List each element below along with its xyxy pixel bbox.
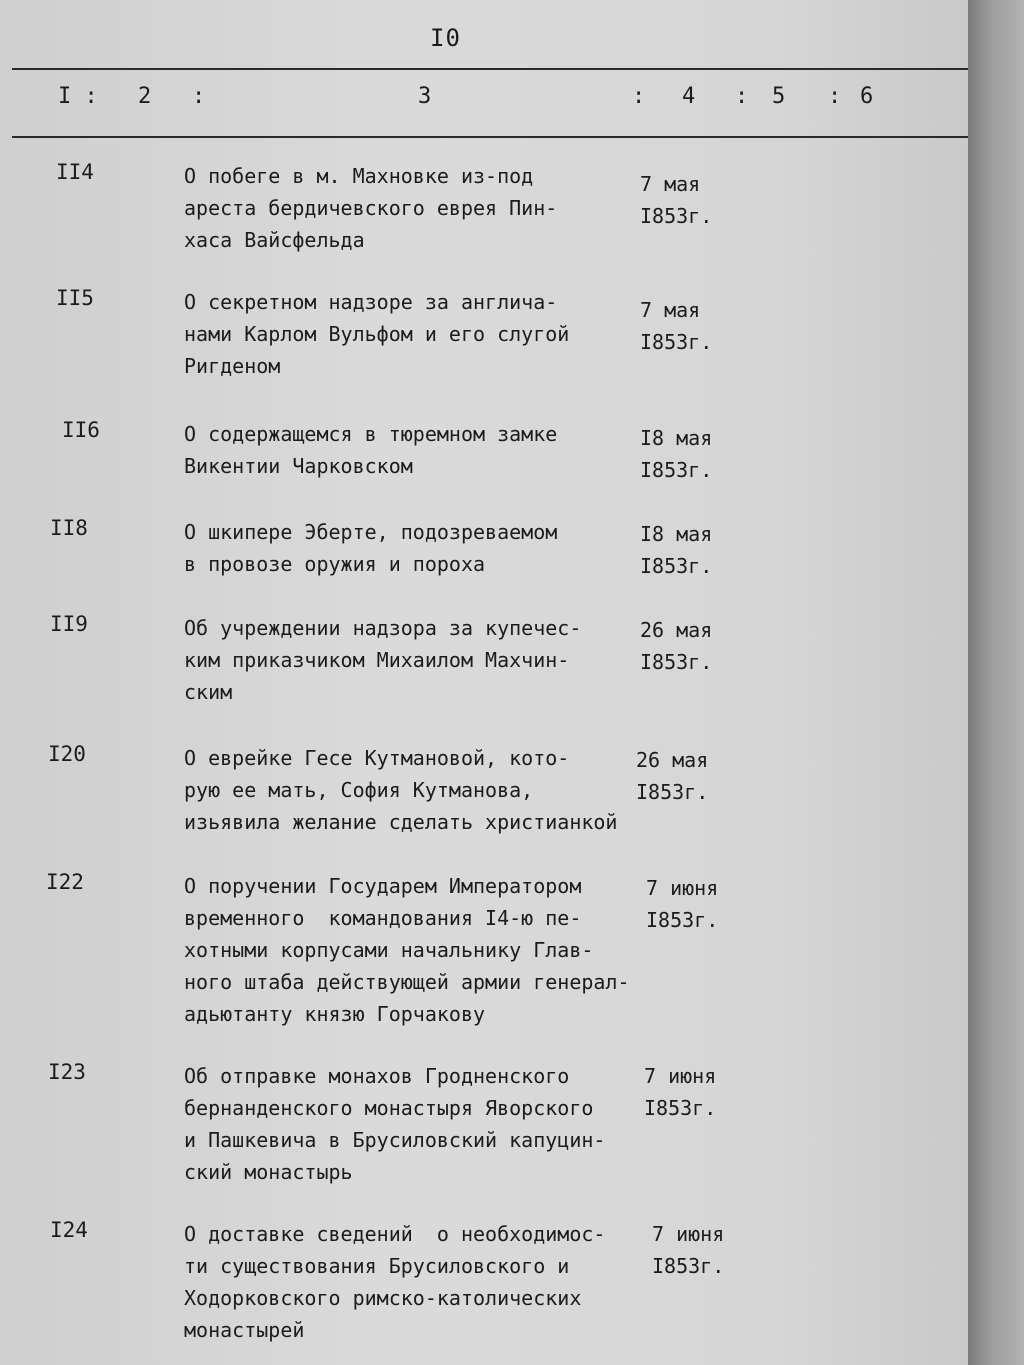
record-date: I8 мая I853г.	[640, 522, 713, 578]
record-title: О поручении Государем Императором временного командования I4-ю пе- хотными корпусами начальнику Глав- ного штаба действующей армии генерал- адьютанту князю Горчакову	[184, 874, 630, 1026]
record-number: II8	[50, 516, 88, 540]
column-header-3: 3	[418, 84, 432, 109]
record-date: 26 мая I853г.	[636, 748, 709, 804]
record-title: Об учреждении надзора за купечес- ким приказчиком Михаилом Махчин- ским	[184, 616, 582, 704]
column-header-1: I :	[58, 84, 98, 109]
record-title: О содержащемся в тюремном замке Викентии Чарковском	[184, 422, 558, 478]
record-title: О побеге в м. Махновке из-под ареста бердичевского еврея Пин- хаса Вайсфельда	[184, 164, 558, 252]
column-header-5: 5	[772, 84, 786, 109]
record-number: II4	[56, 160, 94, 184]
record-number: I24	[50, 1218, 88, 1242]
record-title: О секретном надзоре за англича- нами Карлом Вульфом и его слугой Ригденом	[184, 290, 570, 378]
record-title: О еврейке Гесе Кутмановой, кото- рую ее мать, София Кутманова, изьявила желание сделать христианкой	[184, 746, 618, 834]
record-title: О доставке сведений о необходимос- ти существования Брусиловского и Ходорковского римско-католических монастырей	[184, 1222, 606, 1342]
column-header-6: 6	[860, 84, 874, 109]
record-date: I8 мая I853г.	[640, 426, 713, 482]
record-date: 7 мая I853г.	[640, 298, 713, 354]
record-number: I23	[48, 1060, 86, 1084]
record-number: II5	[56, 286, 94, 310]
record-number: II9	[50, 612, 88, 636]
column-header-4: 4	[682, 84, 696, 109]
column-separator: :	[735, 84, 749, 109]
record-date: 7 мая I853г.	[640, 172, 713, 228]
column-header-2: 2	[138, 84, 152, 109]
column-separator: :	[828, 84, 842, 109]
header-top-rule	[12, 68, 968, 70]
record-number: I22	[46, 870, 84, 894]
page-number: I0	[430, 24, 461, 52]
page-edge-shadow	[968, 0, 1024, 1365]
record-number: I20	[48, 742, 86, 766]
record-date: 7 июня I853г.	[646, 876, 719, 932]
record-date: 26 мая I853г.	[640, 618, 713, 674]
record-date: 7 июня I853г.	[652, 1222, 725, 1278]
record-title: О шкипере Эберте, подозреваемом в провозе оружия и пороха	[184, 520, 558, 576]
column-separator: :	[192, 84, 206, 109]
header-bottom-rule	[12, 136, 968, 138]
column-separator: :	[632, 84, 646, 109]
record-date: 7 июня I853г.	[644, 1064, 717, 1120]
record-number: II6	[62, 418, 100, 442]
record-title: Об отправке монахов Гродненского бернанденского монастыря Яворского и Пашкевича в Брусиловский капуцин- ский монастырь	[184, 1064, 606, 1184]
